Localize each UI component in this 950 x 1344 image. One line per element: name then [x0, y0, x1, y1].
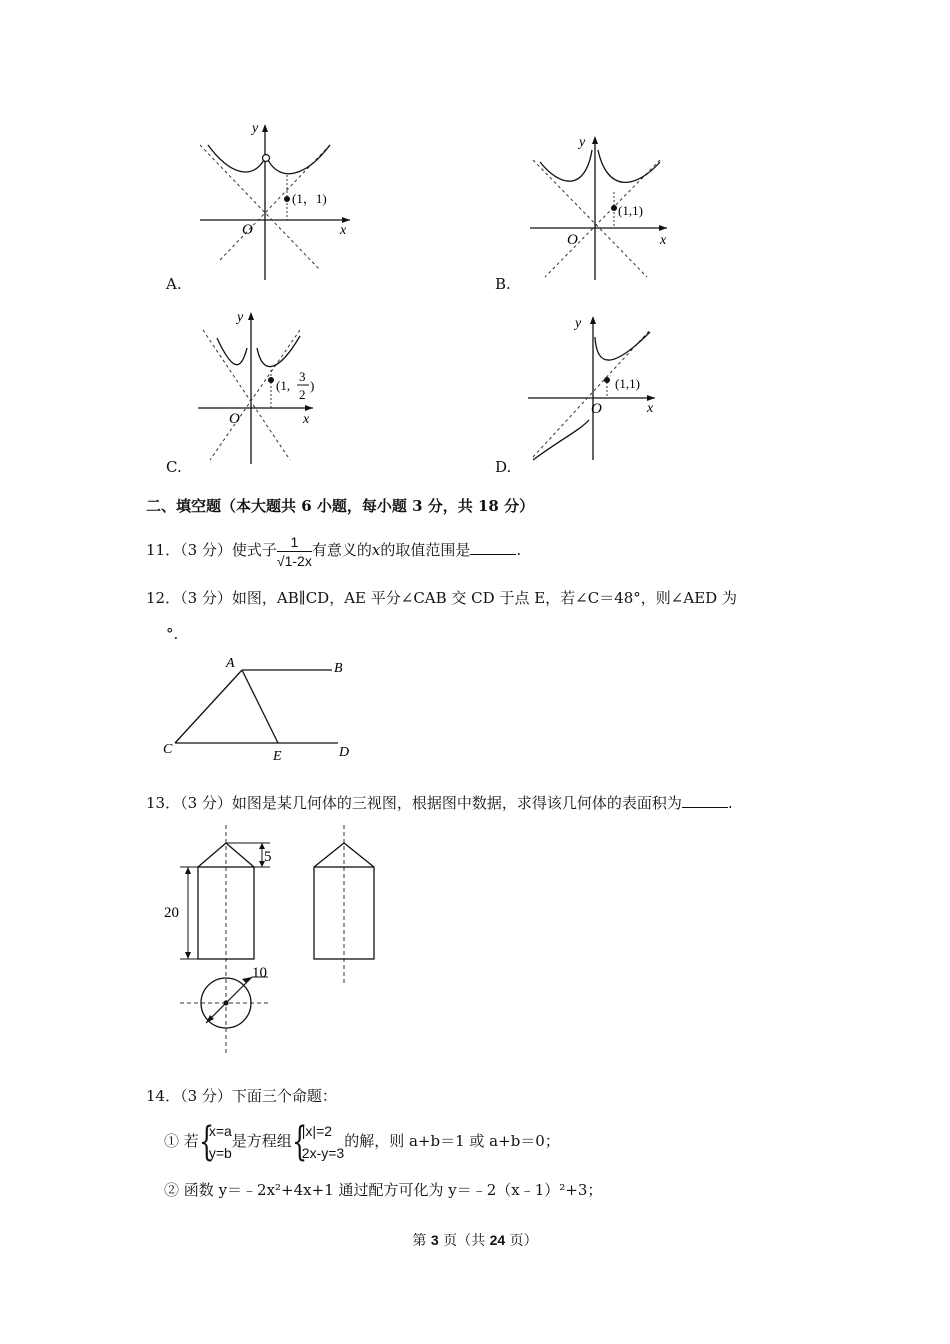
proposition-1 [164, 1117, 560, 1165]
question-12-line2: °. [166, 625, 179, 643]
proposition-text: 函数 y＝﹣2x²+4x+1 通过配方可化为 y＝﹣2（x﹣1）²+3； [183, 1181, 603, 1199]
fraction-numerator: 1 [277, 533, 312, 552]
variable: x [371, 541, 381, 559]
question-text: 的取值范围是 [380, 541, 471, 559]
question-number: 13． [146, 794, 181, 812]
point-c-label: C [163, 742, 173, 757]
x-axis-label: x [340, 223, 347, 238]
x-axis-label: x [647, 401, 654, 416]
proposition-text: 的解，则 a+b＝1 或 a+b＝0； [344, 1132, 560, 1150]
origin-label: O [229, 411, 240, 427]
question-score: （3 分） [180, 541, 232, 559]
y-axis-label: y [237, 310, 244, 325]
footer-text: 页） [505, 1233, 538, 1249]
option-c-label: C. [166, 458, 182, 476]
fraction-denominator: √1-2x [276, 552, 312, 569]
option-b-label: B. [495, 275, 511, 293]
section-heading: 二、填空题（本大题共 6 小题，每小题 3 分，共 18 分） [146, 497, 535, 515]
graph-c [195, 308, 330, 466]
point-label-prefix: (1, [276, 378, 291, 393]
three-views-figure [158, 825, 398, 1055]
proposition-marker: ② [164, 1181, 180, 1199]
question-14 [146, 1086, 337, 1106]
y-axis-label: y [575, 316, 582, 331]
option-d-label: D. [495, 458, 512, 476]
question-11 [146, 531, 521, 570]
x-axis-label: x [303, 412, 310, 427]
system-line: 2x-y=3 [301, 1145, 345, 1161]
answer-blank [470, 540, 516, 555]
equation-system-1: { x=a y=b [198, 1119, 232, 1165]
total-pages: 24 [489, 1232, 506, 1248]
point-label-den: 2 [299, 387, 306, 402]
dimension-20: 20 [164, 905, 179, 921]
question-number: 11． [146, 541, 181, 559]
question-number: 14． [146, 1087, 181, 1105]
fraction [277, 533, 312, 570]
proposition-2 [164, 1180, 602, 1200]
system-line: x=a [208, 1123, 232, 1139]
point-label: (1,1) [618, 203, 643, 218]
page-footer [0, 1230, 950, 1251]
dimension-5: 5 [264, 849, 272, 865]
parallel-lines-figure [160, 652, 360, 762]
origin-label: O [567, 232, 578, 248]
proposition-text: 若 [183, 1132, 199, 1150]
equation-system-2: { |x|=2 2x-y=3 [291, 1119, 345, 1165]
graph-b [525, 132, 675, 282]
question-score: （3 分） [180, 794, 232, 812]
point-d-label: D [339, 745, 350, 760]
footer-text: 页（共 [438, 1233, 490, 1249]
point-b-label: B [334, 661, 343, 676]
graph-d [525, 312, 665, 462]
page-number: 3 [430, 1232, 439, 1248]
question-score: （3 分） [180, 1087, 232, 1105]
point-e-label: E [273, 749, 282, 762]
system-line: y=b [208, 1145, 232, 1161]
answer-blank [682, 793, 728, 808]
question-score: （3 分） [180, 589, 232, 607]
question-text: 使式子 [231, 541, 277, 559]
x-axis-label: x [660, 233, 667, 248]
question-text: 如图，AB∥CD，AE 平分∠CAB 交 CD 于点 E，若∠C＝48°，则∠AED 为 [231, 589, 737, 607]
question-12 [146, 588, 737, 608]
system-line: |x|=2 [301, 1123, 333, 1139]
point-label-suffix: ) [310, 378, 315, 393]
question-text: 下面三个命题： [231, 1087, 337, 1105]
proposition-marker: ① [164, 1132, 180, 1150]
question-end: . [516, 541, 522, 559]
question-number: 12． [146, 589, 181, 607]
question-end: . [727, 794, 733, 812]
question-text: 有意义的 [311, 541, 372, 559]
question-text: 如图是某几何体的三视图，根据图中数据，求得该几何体的表面积为 [231, 794, 682, 812]
option-a-label: A. [166, 275, 182, 293]
graph-a [190, 120, 360, 285]
point-label-num: 3 [299, 369, 306, 384]
point-a-label: A [226, 656, 235, 671]
point-label: (1，1) [292, 191, 327, 206]
footer-text: 第 [412, 1233, 431, 1249]
question-13 [146, 793, 733, 813]
y-axis-label: y [579, 135, 586, 150]
proposition-text: 是方程组 [231, 1132, 292, 1150]
point-label: (1,1) [615, 376, 640, 391]
origin-label: O [242, 222, 253, 238]
y-axis-label: y [252, 121, 259, 136]
dimension-10: 10 [252, 965, 267, 981]
origin-label: O [591, 401, 602, 417]
